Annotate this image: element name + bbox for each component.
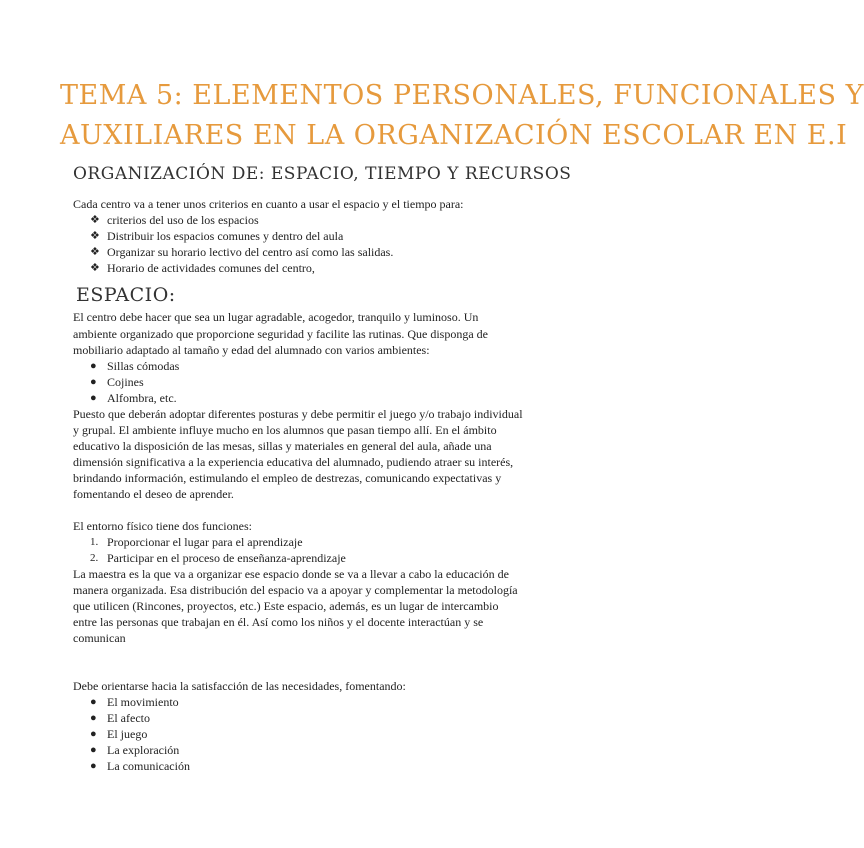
paragraph-line: comunican	[73, 631, 126, 645]
diamond-bullet-icon: ❖	[90, 246, 100, 258]
paragraph-line: fomentando el deseo de aprender.	[73, 487, 234, 501]
bullet-dot-icon: ●	[90, 760, 97, 772]
diamond-bullet-icon: ❖	[90, 230, 100, 242]
bullet-dot-icon: ●	[90, 392, 97, 404]
list-item-text: La comunicación	[107, 759, 190, 773]
paragraph-line: El entorno físico tiene dos funciones:	[73, 519, 252, 533]
list-item-text: Horario de actividades comunes del centro,	[107, 261, 315, 275]
section1-intro: Cada centro va a tener unos criterios en cuanto a usar el espacio y el tiempo para:	[73, 197, 464, 211]
list-item-text: Cojines	[107, 375, 144, 389]
paragraph-line: y grupal. El ambiente influye mucho en los alumnos que pasan tiempo allí. En el ámbito	[73, 423, 497, 437]
paragraph-line: mobiliario adaptado al tamaño y edad del alumnado con varios ambientes:	[73, 343, 430, 357]
bullet-dot-icon: ●	[90, 696, 97, 708]
paragraph-line: Debe orientarse hacia la satisfacción de las necesidades, fomentando:	[73, 679, 406, 693]
list-item-text: Distribuir los espacios comunes y dentro del aula	[107, 229, 344, 243]
bullet-dot-icon: ●	[90, 712, 97, 724]
section-heading-espacio: ESPACIO:	[76, 284, 176, 306]
list-item-text: Alfombra, etc.	[107, 391, 177, 405]
diamond-bullet-icon: ❖	[90, 214, 100, 226]
document-title-line-2: AUXILIARES EN LA ORGANIZACIÓN ESCOLAR EN E.I	[60, 120, 848, 151]
document-title-line-1: TEMA 5: ELEMENTOS PERSONALES, FUNCIONALES Y	[60, 80, 864, 111]
section-heading-organizacion: ORGANIZACIÓN DE: ESPACIO, TIEMPO Y RECURSOS	[73, 164, 572, 184]
bullet-dot-icon: ●	[90, 360, 97, 372]
paragraph-line: educativo la disposición de las mesas, sillas y materiales en general del aula, añade una	[73, 439, 492, 453]
paragraph-line: manera organizada. Esa distribución del espacio va a apoyar y complementar la metodología	[73, 583, 518, 597]
list-item-text: El afecto	[107, 711, 150, 725]
bullet-dot-icon: ●	[90, 744, 97, 756]
paragraph-line: dimensión significativa a la experiencia educativa del alumnado, pudiendo atraer su interés,	[73, 455, 514, 469]
list-item-text: El movimiento	[107, 695, 179, 709]
paragraph-line: que utilicen (Rincones, proyectos, etc.) Este espacio, además, es un lugar de intercambio	[73, 599, 499, 613]
list-item-text: La exploración	[107, 743, 180, 757]
paragraph-line: ambiente organizado que proporcione seguridad y facilite las rutinas. Que disponga de	[73, 327, 488, 341]
list-number: 2.	[90, 552, 99, 564]
list-item-text: Organizar su horario lectivo del centro así como las salidas.	[107, 245, 394, 259]
paragraph-line: Puesto que deberán adoptar diferentes posturas y debe permitir el juego y/o trabajo individual	[73, 407, 523, 421]
diamond-bullet-icon: ❖	[90, 262, 100, 274]
paragraph-line: brindando información, estimulando el empleo de destrezas, comunicando expectativas y	[73, 471, 502, 485]
paragraph-line: La maestra es la que va a organizar ese espacio donde se va a llevar a cabo la educación de	[73, 567, 509, 581]
list-item-text: Sillas cómodas	[107, 359, 180, 373]
bullet-dot-icon: ●	[90, 728, 97, 740]
paragraph-line: El centro debe hacer que sea un lugar agradable, acogedor, tranquilo y luminoso. Un	[73, 310, 479, 324]
list-item-text: Participar en el proceso de enseñanza-aprendizaje	[107, 551, 346, 565]
paragraph-line: entre las personas que trabajan en él. Así como los niños y el docente interactúan y se	[73, 615, 484, 629]
list-item-text: Proporcionar el lugar para el aprendizaje	[107, 535, 303, 549]
list-item-text: criterios del uso de los espacios	[107, 213, 259, 227]
list-item-text: El juego	[107, 727, 148, 741]
bullet-dot-icon: ●	[90, 376, 97, 388]
list-number: 1.	[90, 536, 99, 548]
